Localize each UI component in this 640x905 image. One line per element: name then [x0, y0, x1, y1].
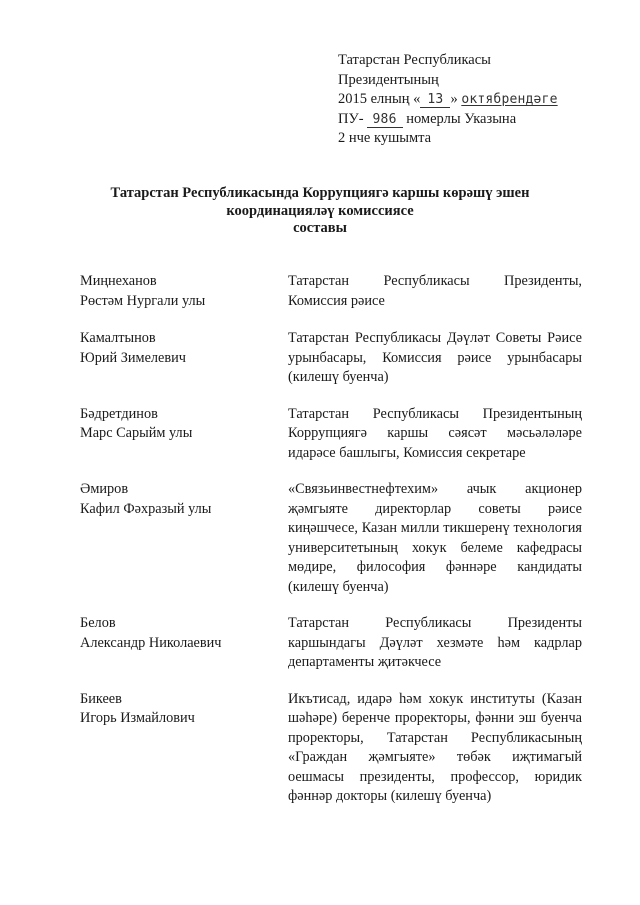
header-date-line: [338, 90, 608, 110]
member-given-name: Александр Николаевич: [80, 634, 222, 651]
date-prefix: 2015 елның «: [338, 91, 421, 107]
member-name: [80, 480, 288, 597]
appendix-header: [338, 51, 608, 149]
member-surname: Белов: [80, 615, 116, 631]
header-appendix-number: 2 нче кушымта: [338, 130, 432, 146]
member-given-name: Кафил Фәхразый улы: [80, 500, 212, 517]
member-surname: Әмиров: [80, 481, 129, 497]
member-row: [80, 405, 582, 464]
member-name: [80, 329, 288, 388]
member-position: Татарстан Республикасы Президентының Коррупциягә каршы сәясәт мәсьәләләре идарәсе башлыгы, Комиссия секретаре: [288, 405, 582, 461]
member-name: [80, 405, 288, 464]
title-line-3: составы: [293, 220, 347, 236]
member-surname: Бикеев: [80, 690, 122, 707]
member-position: Татарстан Республикасы Президенты, Комиссия рәисе: [288, 273, 582, 309]
member-row: [80, 690, 582, 807]
member-row: [80, 272, 582, 311]
decree-prefix: ПУ-: [338, 110, 364, 127]
member-given-name: Юрий Зимелевич: [80, 349, 186, 366]
header-line-president: Президентының: [338, 71, 439, 88]
member-given-name: Рөстәм Нургали улы: [80, 292, 206, 309]
member-given-name: Игорь Измайлович: [80, 710, 195, 726]
date-month-handwritten: октябрендәге: [461, 92, 558, 107]
member-surname: Бәдретдинов: [80, 405, 158, 422]
title-line-1: Татарстан Республикасында Коррупциягә каршы көрәшү эшен: [110, 185, 530, 201]
member-name: [80, 690, 288, 807]
decree-number-handwritten: 986: [367, 113, 403, 128]
date-mid: »: [450, 91, 458, 107]
decree-suffix: номерлы Указына: [406, 110, 517, 127]
member-position: Татарстан Республикасы Президенты каршындагы Дәүләт хезмәте һәм кадрлар департаменты җитәкчесе: [288, 615, 582, 670]
member-surname: Камалтынов: [80, 330, 156, 346]
member-row: [80, 329, 582, 388]
member-name: [80, 272, 288, 311]
document-title: [100, 185, 540, 238]
member-position: Татарстан Республикасы Дәүләт Советы Рәисе урынбасары, Комиссия рәисе урынбасары (килешү буенча): [288, 330, 582, 385]
member-row: [80, 614, 582, 673]
member-name: [80, 614, 288, 673]
date-day-handwritten: 13: [420, 93, 450, 108]
member-given-name: Марс Сарыйм улы: [80, 425, 193, 441]
header-line-republic: Татарстан Республикасы: [338, 52, 491, 68]
member-surname: Миңнеханов: [80, 273, 157, 289]
member-position: «Связьинвестнефтехим» ачык акционер җәмгыяте директорлар советы рәисе киңәшчесе, Казан милли тикшеренү технология университетының хокук белеме кафедрасы мөдире, философия фәннәре кандидаты (килешү буенча): [288, 481, 582, 595]
header-decree-line: [338, 110, 608, 130]
member-row: [80, 480, 582, 597]
title-line-2: координацияләү комиссиясе: [226, 202, 414, 219]
member-position: Икътисад, идарә һәм хокук институты (Казан шәһәре) беренче проректоры, фәнни эш буенча проректоры, Татарстан Республикасының «Граждан җәмгыяте» төбәк иҗтимагый оешмасы президенты, профессор, юридик фәннәр докторы (килешү буенча): [288, 690, 582, 804]
members-list: [80, 272, 582, 807]
